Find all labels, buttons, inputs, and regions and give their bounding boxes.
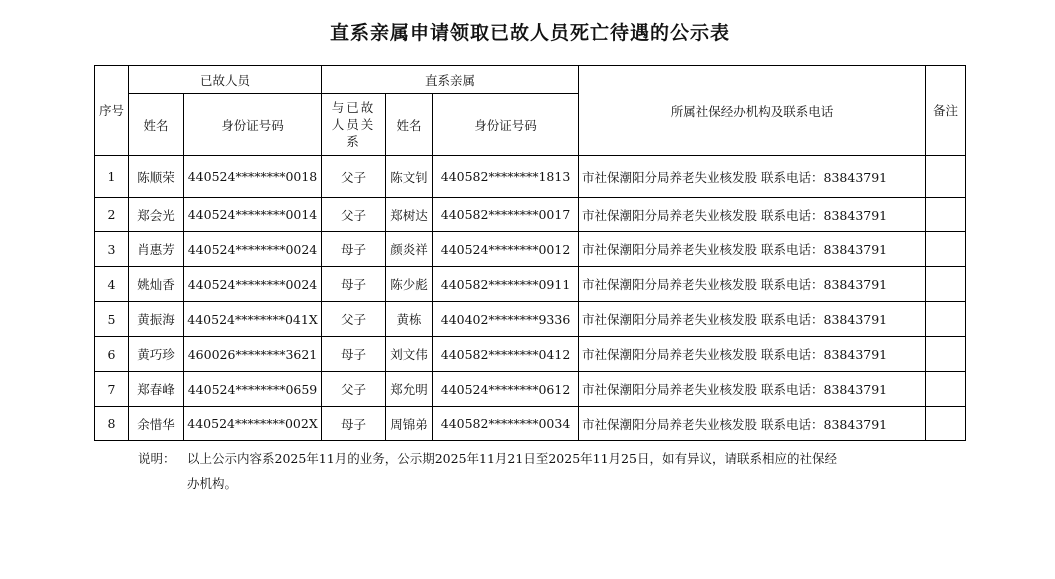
cell-remark <box>926 372 966 407</box>
cell-org: 市社保潮阳分局养老失业核发股 联系电话：83843791 <box>579 156 926 198</box>
table-row <box>95 372 966 407</box>
cell-deceased-name: 郑会光 <box>129 198 184 232</box>
cell-seq: 4 <box>95 267 129 302</box>
cell-relative-id: 440582********0034 <box>433 407 579 441</box>
table-row <box>95 302 966 337</box>
cell-org: 市社保潮阳分局养老失业核发股 联系电话：83843791 <box>579 302 926 337</box>
cell-seq: 8 <box>95 407 129 441</box>
notice-table <box>94 65 966 441</box>
cell-relative-name: 黄栋 <box>386 302 433 337</box>
cell-seq: 7 <box>95 372 129 407</box>
cell-deceased-name: 郑春峰 <box>129 372 184 407</box>
cell-relative-name: 陈文钊 <box>386 156 433 198</box>
cell-deceased-id: 440524********0024 <box>184 232 322 267</box>
cell-org: 市社保潮阳分局养老失业核发股 联系电话：83843791 <box>579 198 926 232</box>
cell-relative-name: 郑树达 <box>386 198 433 232</box>
header-org: 所属社保经办机构及联系电话 <box>579 66 926 156</box>
cell-relation: 母子 <box>322 407 386 441</box>
note-label: 说明： <box>138 451 176 466</box>
cell-deceased-name: 黄振海 <box>129 302 184 337</box>
cell-deceased-id: 440524********0014 <box>184 198 322 232</box>
cell-relative-id: 440582********0412 <box>433 337 579 372</box>
table-row <box>95 337 966 372</box>
cell-remark <box>926 232 966 267</box>
cell-relative-id: 440402********9336 <box>433 302 579 337</box>
cell-deceased-name: 余惜华 <box>129 407 184 441</box>
cell-deceased-name: 肖惠芳 <box>129 232 184 267</box>
cell-relative-id: 440582********0017 <box>433 198 579 232</box>
cell-relation: 父子 <box>322 156 386 198</box>
table-row <box>95 267 966 302</box>
header-relative-id: 身份证号码 <box>433 94 579 156</box>
cell-org: 市社保潮阳分局养老失业核发股 联系电话：83843791 <box>579 232 926 267</box>
cell-seq: 5 <box>95 302 129 337</box>
cell-remark <box>926 198 966 232</box>
table-row <box>95 232 966 267</box>
cell-relative-id: 440582********1813 <box>433 156 579 198</box>
cell-remark <box>926 407 966 441</box>
cell-relative-name: 周锦弟 <box>386 407 433 441</box>
cell-relative-name: 陈少彪 <box>386 267 433 302</box>
cell-relation: 父子 <box>322 302 386 337</box>
header-remark: 备注 <box>926 66 966 156</box>
cell-relative-id: 440582********0911 <box>433 267 579 302</box>
cell-deceased-id: 440524********0024 <box>184 267 322 302</box>
header-row-1 <box>95 66 966 94</box>
cell-deceased-id: 440524********041X <box>184 302 322 337</box>
cell-relation: 父子 <box>322 198 386 232</box>
cell-relative-id: 440524********0012 <box>433 232 579 267</box>
cell-relation: 母子 <box>322 232 386 267</box>
cell-deceased-id: 440524********0659 <box>184 372 322 407</box>
header-relation: 与已故人员关系 <box>322 94 386 156</box>
cell-seq: 6 <box>95 337 129 372</box>
header-deceased-group: 已故人员 <box>129 66 322 94</box>
table-row <box>95 407 966 441</box>
cell-deceased-id: 440524********0018 <box>184 156 322 198</box>
cell-org: 市社保潮阳分局养老失业核发股 联系电话：83843791 <box>579 267 926 302</box>
cell-seq: 2 <box>95 198 129 232</box>
cell-relation: 母子 <box>322 337 386 372</box>
page-title: 直系亲属申请领取已故人员死亡待遇的公示表 <box>329 22 730 44</box>
cell-seq: 1 <box>95 156 129 198</box>
cell-relation: 母子 <box>322 267 386 302</box>
cell-relation: 父子 <box>322 372 386 407</box>
cell-relative-id: 440524********0612 <box>433 372 579 407</box>
cell-deceased-name: 姚灿香 <box>129 267 184 302</box>
cell-relative-name: 刘文伟 <box>386 337 433 372</box>
cell-relative-name: 郑允明 <box>386 372 433 407</box>
cell-remark <box>926 302 966 337</box>
header-seq: 序号 <box>95 66 129 156</box>
cell-relative-name: 颜炎祥 <box>386 232 433 267</box>
note-text: 以上公示内容系2025年11月的业务，公示期2025年11月21日至2025年11月25日，如有异议，请联系相应的社保经办机构。 <box>187 451 837 491</box>
cell-deceased-id: 440524********002X <box>184 407 322 441</box>
header-relative-name: 姓名 <box>386 94 433 156</box>
cell-deceased-name: 黄巧珍 <box>129 337 184 372</box>
cell-org: 市社保潮阳分局养老失业核发股 联系电话：83843791 <box>579 337 926 372</box>
header-relative-group: 直系亲属 <box>322 66 579 94</box>
header-deceased-name: 姓名 <box>129 94 184 156</box>
cell-remark <box>926 337 966 372</box>
cell-deceased-name: 陈顺荣 <box>129 156 184 198</box>
cell-org: 市社保潮阳分局养老失业核发股 联系电话：83843791 <box>579 372 926 407</box>
cell-remark <box>926 267 966 302</box>
header-deceased-id: 身份证号码 <box>184 94 322 156</box>
cell-deceased-id: 460026********3621 <box>184 337 322 372</box>
cell-remark <box>926 156 966 198</box>
cell-seq: 3 <box>95 232 129 267</box>
table-row <box>95 156 966 198</box>
table-row <box>95 198 966 232</box>
cell-org: 市社保潮阳分局养老失业核发股 联系电话：83843791 <box>579 407 926 441</box>
